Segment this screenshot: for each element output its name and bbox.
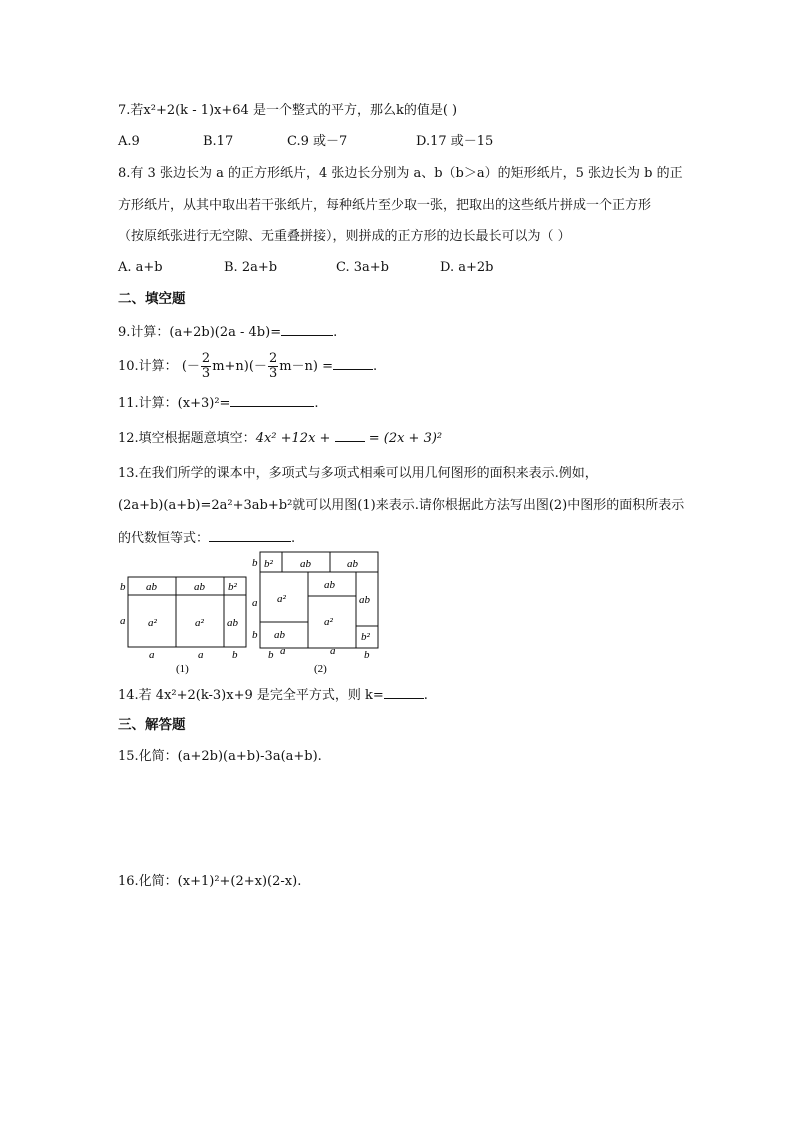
fig2-left-label: b xyxy=(252,557,258,569)
question-15: 15.化简：(a+2b)(a+b)-3a(a+b). xyxy=(118,749,322,764)
fig1-cell-b2: b² xyxy=(228,581,237,593)
fig1-side-label: a xyxy=(120,615,126,627)
answer-blank xyxy=(384,686,424,699)
fig2-cell-ab: ab xyxy=(347,558,358,570)
fig1-cell-ab: ab xyxy=(227,617,238,629)
option-c: C. 3a+b xyxy=(336,260,389,275)
fig1-cell-ab: ab xyxy=(146,581,157,593)
fig2-cell-b2: b² xyxy=(264,558,273,570)
question-14: 14.若 4x²+2(k-3)x+9 是完全平方式，则 k= . xyxy=(118,688,428,703)
fig2-bottom-label: b xyxy=(364,649,370,661)
option-d: D.17 或－15 xyxy=(416,134,494,149)
fig2-left-label: b xyxy=(252,629,258,641)
fig2-cell-ab: ab xyxy=(300,558,311,570)
question-11-text: 11.计算：(x+3)²= xyxy=(118,396,231,411)
fraction-two-thirds: $\frac{2}{3}$ xyxy=(201,351,211,381)
fraction-two-thirds: $\frac{2}{3}$ xyxy=(268,351,278,381)
question-12-text: 12.填空根据题意填空： xyxy=(118,431,256,446)
answer-blank xyxy=(209,529,291,542)
option-a: A.9 xyxy=(118,134,140,149)
option-d: D. a+2b xyxy=(440,260,494,275)
option-c: C.9 或－7 xyxy=(287,134,348,149)
fig2-bottom-label: a xyxy=(280,645,286,657)
fig2-cell-a2: a² xyxy=(324,616,333,628)
option-b: B.17 xyxy=(203,134,234,149)
fig1-cell-a2: a² xyxy=(195,617,204,629)
fig1-caption: (1) xyxy=(176,663,189,675)
question-10: 10.计算： (－ $\frac{2}{3}$ m+n)(－ $\frac{2}{3}$ m－n) = . xyxy=(118,351,378,381)
fig2-cell-ab: ab xyxy=(324,579,335,591)
fig1-side-label: b xyxy=(120,581,126,593)
fig1-cell-a2: a² xyxy=(148,617,157,629)
question-13-line-1: 13.在我们所学的课本中，多项式与多项式相乘可以用几何图形的面积来表示.例如， xyxy=(118,466,598,481)
area-model-svg xyxy=(118,548,388,678)
answer-blank xyxy=(333,357,373,370)
question-8-line-2: 方形纸片，从其中取出若干张纸片，每种纸片至少取一张，把取出的这些纸片拼成一个正方形 xyxy=(118,198,652,213)
question-7-stem: 7.若x²+2(k - 1)x+64 是一个整式的平方，那么k的值是( ) xyxy=(118,103,458,118)
question-7-options xyxy=(118,134,618,150)
option-a: A. a+b xyxy=(118,260,163,275)
question-9: 9.计算：(a+2b)(2a - 4b)= . xyxy=(118,325,338,340)
fig2-bottom-label: a xyxy=(330,645,336,657)
fig1-bottom-label: a xyxy=(149,649,155,661)
fig1-cell-ab: ab xyxy=(194,581,205,593)
question-9-text: 9.计算：(a+2b)(2a - 4b)= xyxy=(118,325,282,340)
section-solve-title: 三、解答题 xyxy=(118,717,186,733)
section-fill-in-title: 二、填空题 xyxy=(118,291,186,307)
fig2-caption: (2) xyxy=(314,663,327,675)
area-model-figures xyxy=(118,548,388,682)
question-12: 12.填空根据题意填空：4x² +12x + = (2x + 3)² xyxy=(118,431,443,446)
fig2-cell-ab: ab xyxy=(359,594,370,606)
fig1-bottom-label: b xyxy=(232,649,238,661)
fig2-bottom-label: b xyxy=(268,649,274,661)
question-10-prefix: 10.计算： xyxy=(118,359,178,374)
answer-blank xyxy=(281,323,333,336)
answer-blank xyxy=(230,394,314,407)
question-16: 16.化简：(x+1)²+(2+x)(2-x). xyxy=(118,874,302,889)
option-b: B. 2a+b xyxy=(224,260,278,275)
question-11: 11.计算：(x+3)²= . xyxy=(118,396,319,411)
fig2-cell-b2: b² xyxy=(361,631,370,643)
question-8-options xyxy=(118,260,618,276)
question-13-line-3: 的代数恒等式： . xyxy=(118,531,296,546)
fig2-cell-ab: ab xyxy=(274,629,285,641)
question-13-line-2: (2a+b)(a+b)=2a²+3ab+b²就可以用图(1)来表示.请你根据此方法写出图(2)中图形的面积所表示 xyxy=(118,498,685,513)
fig2-cell-a2: a² xyxy=(277,593,286,605)
answer-blank xyxy=(335,429,365,442)
question-8-line-1: 8.有 3 张边长为 a 的正方形纸片，4 张边长分别为 a、b（b＞a）的矩形纸片，5 张边长为 b 的正 xyxy=(118,166,683,181)
question-8-line-3: （按原纸张进行无空隙、无重叠拼接），则拼成的正方形的边长最长可以为（ ） xyxy=(118,229,571,244)
fig1-bottom-label: a xyxy=(198,649,204,661)
question-14-text: 14.若 4x²+2(k-3)x+9 是完全平方式，则 k= xyxy=(118,688,384,703)
fig2-left-label: a xyxy=(252,597,258,609)
